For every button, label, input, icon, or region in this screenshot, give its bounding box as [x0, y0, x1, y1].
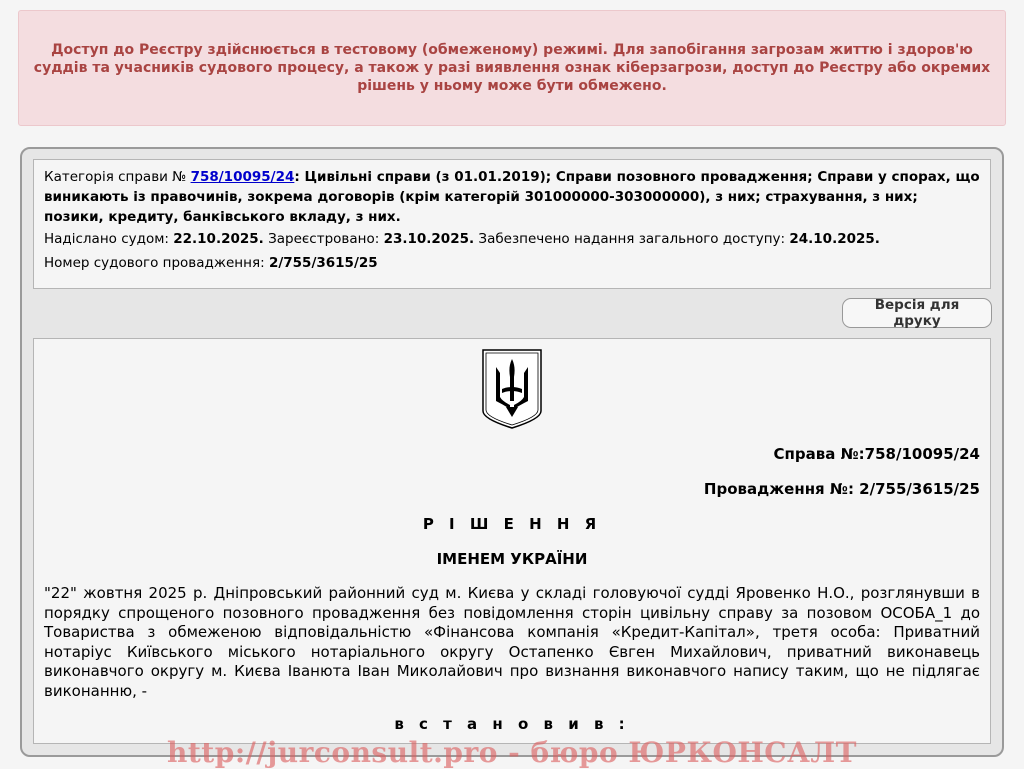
- decision-document: [33, 338, 991, 744]
- case-number-heading: Справа №:758/10095/24: [773, 445, 980, 463]
- sent-label: Надіслано судом:: [44, 231, 174, 247]
- section-heading-ustanovyv: в с т а н о в и в :: [394, 715, 630, 733]
- case-number-link[interactable]: 758/10095/24: [190, 169, 295, 185]
- decision-subtitle: ІМЕНЕМ УКРАЇНИ: [436, 550, 588, 568]
- category-label: Категорія справи №: [44, 169, 191, 185]
- decision-frame: [20, 147, 1004, 757]
- access-warning-banner: [18, 10, 1006, 126]
- registered-date: 23.10.2025.: [383, 231, 475, 247]
- case-category-line: [44, 167, 980, 227]
- proceeding-label: Номер судового провадження:: [44, 255, 269, 271]
- access-label: Забезпечено надання загального доступу:: [474, 231, 790, 247]
- case-info-panel: [33, 159, 991, 289]
- site-watermark-text: http://jurconsult.pro - бюро ЮРКОНСАЛТ: [167, 736, 857, 769]
- case-dates-line: [44, 229, 980, 249]
- category-text: : Цивільні справи (з 01.01.2019); Справи позовного провадження; Справи у спорах, що виникають із правочинів, зокрема договорів (крім категорій 301000000-303000000), з них; страхування, з них; позики, кредиту, банківського вкладу, з них.: [44, 169, 980, 225]
- proceeding-number-heading: Провадження №: 2/755/3615/25: [703, 480, 980, 498]
- banner-text: Доступ до Реєстру здійснюється в тестовому (обмеженому) режимі. Для запобігання загрозам життю і здоров'ю суддів та учасників судового процесу, а також у разі виявлення ознак кіберзагрози, доступ до Реєстру або окремих рішень у ньому може бути обмежено.: [33, 42, 991, 94]
- access-date: 24.10.2025.: [789, 231, 880, 247]
- proceeding-number: 2/755/3615/25: [268, 255, 378, 271]
- proceeding-number-line: [44, 253, 980, 273]
- sent-date: 22.10.2025.: [173, 231, 264, 247]
- decision-body-text: "22" жовтня 2025 р. Дніпровський районний суд м. Києва у складі головуючої судді Яровенко Н.О., розглянувши в порядку спрощеного позовного провадження без повідомлення сторін цивільну справу за позовом ОСОБА_1 до Товариства з обмеженою відповідальністю «Фінансова компанія «Кредит-Капітал», третя особа: Приватний нотаріус Київського міського нотаріального округу Остапенко Євген Михайлович, приватний виконавець виконавчого округу м. Києва Іванюта Іван Миколайович про визнання виконавчого напису таким, що не підлягає виконанню, -: [44, 584, 980, 700]
- trident-emblem-icon: [482, 349, 542, 429]
- print-version-button[interactable]: Версія для друку: [842, 298, 992, 328]
- registered-label: Зареєстровано:: [263, 231, 384, 247]
- decision-title: Р І Ш Е Н Н Я: [422, 515, 602, 533]
